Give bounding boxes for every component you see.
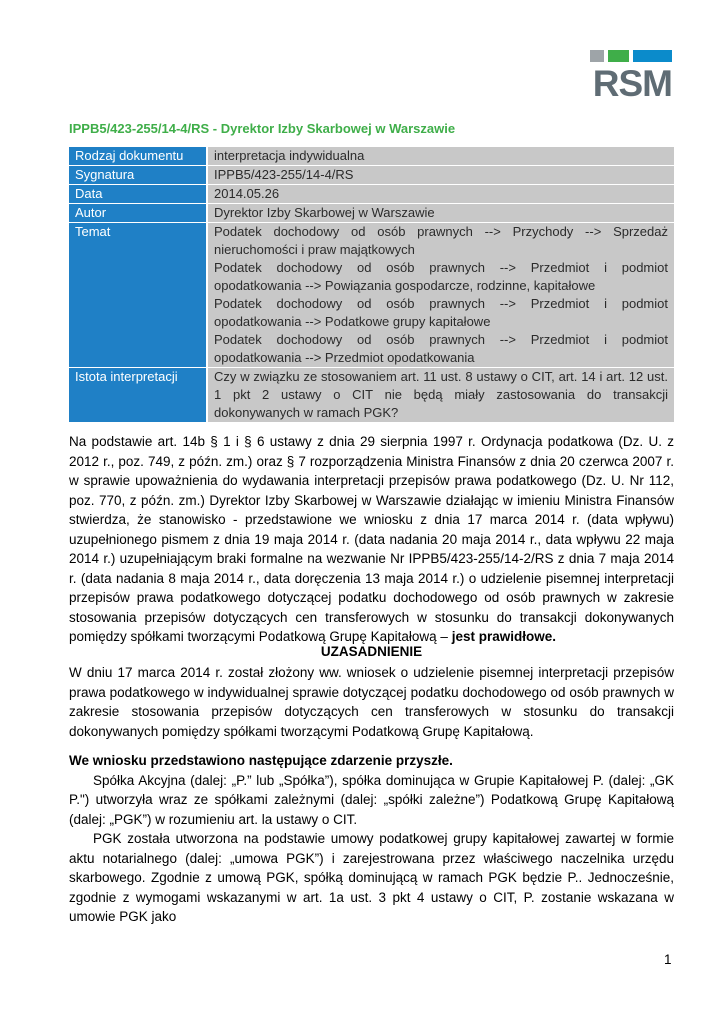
meta-key: Istota interpretacji	[69, 368, 207, 423]
meta-key: Data	[69, 185, 207, 204]
meta-value	[207, 223, 674, 368]
meta-row	[69, 166, 674, 185]
meta-row	[69, 185, 674, 204]
decision-text: Na podstawie art. 14b § 1 i § 6 ustawy z dnia 29 sierpnia 1997 r. Ordynacja podatkowa (Dz. U. z 2012 r., poz. 749, z późn. zm.) oraz § 7 rozporządzenia Ministra Finansów z dnia 20 czerwca 2007 r. w sprawie upoważnienia do wydawania interpretacji przepisów prawa podatkowego (Dz. U. Nr 112, poz. 770, z późn. zm.) Dyrektor Izby Skarbowej w Warszawie działając w imieniu Ministra Finansów stwierdza, że stanowisko - przedstawione we wniosku z dnia 17 marca 2014 r. (data wpływu) uzupełnionego pismem z dnia 19 maja 2014 r. (data nadania 20 maja 2014 r., data wpływu 22 maja 2014 r.) uzupełniającym braki formalne na wezwanie Nr IPPB5/423-255/14-2/RS z dnia 7 maja 2014 r. (data nadania 8 maja 2014 r., data doręczenia 13 maja 2014 r.) o udzielenie pisemnej interpretacji przepisów prawa podatkowego dotyczącej podatku dochodowego od osób prawnych w zakresie stosowania przepisów dotyczących cen transferowych w stosunku do transakcji dokonywanych pomiędzy spółkami tworzącymi Podatkową Grupę Kapitałową –	[69, 434, 674, 644]
topic-line: Podatek dochodowy od osób prawnych --> Przedmiot i podmiot opodatkowania --> Podatkowe grupy kapitałowe	[214, 296, 668, 329]
meta-value: 2014.05.26	[207, 185, 674, 204]
topic-line: Podatek dochodowy od osób prawnych --> Przedmiot i podmiot opodatkowania --> Przedmiot opodatkowania	[214, 332, 668, 365]
meta-value: IPPB5/423-255/14-4/RS	[207, 166, 674, 185]
decision-verdict: jest prawidłowe.	[451, 629, 556, 644]
meta-row	[69, 147, 674, 166]
logo-bars	[590, 50, 672, 62]
meta-key: Temat	[69, 223, 207, 368]
meta-value: interpretacja indywidualna	[207, 147, 674, 166]
facts-paragraph: PGK została utworzona na podstawie umowy podatkowej grupy kapitałowej zawartej w formie aktu notarialnego (dalej: „umowa PGK”) i zarejestrowana przez właściwego naczelnika urzędu skarbowego. Zgodnie z umową PGK, spółką dominującą w ramach PGK będzie P.. Jednocześnie, zgodnie z wymogami wskazanymi w art. 1a ust. 3 pkt 4 ustawy o CIT, P. zostanie wskazana w umowie PGK jako	[69, 831, 674, 924]
meta-value: Dyrektor Izby Skarbowej w Warszawie	[207, 204, 674, 223]
logo-text: RSM	[592, 63, 672, 104]
logo-bar-green	[608, 50, 629, 62]
meta-row	[69, 368, 674, 423]
facts-section	[69, 751, 674, 927]
meta-key: Autor	[69, 204, 207, 223]
section-heading: UZASADNIENIE	[320, 644, 423, 659]
page-number: 1	[664, 952, 672, 967]
document-title: IPPB5/423-255/14-4/RS - Dyrektor Izby Skarbowej w Warszawie	[69, 121, 456, 136]
meta-row	[69, 204, 674, 223]
metadata-table	[69, 147, 674, 423]
meta-key: Rodzaj dokumentu	[69, 147, 207, 166]
logo-bar-blue	[633, 50, 672, 62]
facts-paragraph: Spółka Akcyjna (dalej: „P.” lub „Spółka”), spółka dominująca w Grupie Kapitałowej P. (dalej: „GK P.") utworzyła wraz ze spółkami zależnymi (dalej: „spółki zależne”) Podatkową Grupę Kapitałową (dalej: „PGK”) w rozumieniu art. la ustawy o CIT.	[69, 772, 674, 827]
logo-bar-grey	[590, 50, 604, 62]
justification-paragraph: W dniu 17 marca 2014 r. został złożony ww. wniosek o udzielenie pisemnej interpretacji przepisów prawa podatkowego w indywidualnej sprawie dotyczącej podatku dochodowego od osób prawnych w zakresie stosowania przepisów dotyczących cen transferowych w stosunku do transakcji dokonywanych pomiędzy spółkami tworzącymi Podatkową Grupę Kapitałową.	[69, 665, 674, 739]
facts-heading: We wniosku przedstawiono następujące zdarzenie przyszłe.	[69, 753, 453, 768]
decision-paragraph	[69, 432, 674, 647]
topic-line: Podatek dochodowy od osób prawnych --> Przychody --> Sprzedaż nieruchomości i praw majątkowych	[214, 224, 668, 257]
topic-line: Podatek dochodowy od osób prawnych --> Przedmiot i podmiot opodatkowania --> Powiązania gospodarcze, rodzinne, kapitałowe	[214, 260, 668, 293]
meta-row	[69, 223, 674, 368]
meta-value: Czy w związku ze stosowaniem art. 11 ust. 8 ustawy o CIT, art. 14 i art. 12 ust. 1 pkt 2 ustawy o CIT nie będą miały zastosowania do transakcji dokonywanych w ramach PGK?	[207, 368, 674, 423]
rsm-logo	[590, 50, 672, 106]
meta-key: Sygnatura	[69, 166, 207, 185]
